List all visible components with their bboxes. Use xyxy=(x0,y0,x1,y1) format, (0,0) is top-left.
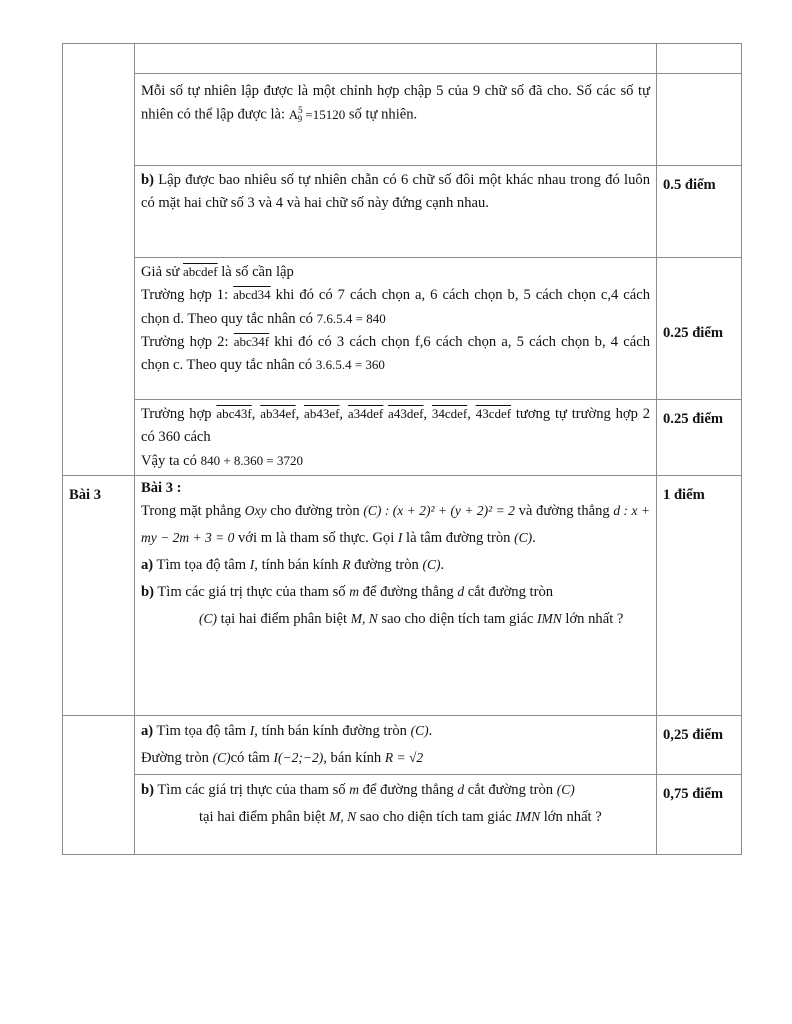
bai-label-cell-empty xyxy=(63,44,135,476)
text: Tìm các giá trị thực của tham số xyxy=(153,782,350,798)
solution-sheet xyxy=(62,43,741,855)
number-overline: a43def xyxy=(388,406,424,421)
text: Tìm tọa độ tâm xyxy=(153,723,250,740)
question-a xyxy=(141,552,650,579)
text: Vậy ta có xyxy=(141,452,201,469)
bai-label-cell: Bài 3 xyxy=(63,476,135,716)
text: để đường thẳng xyxy=(359,782,458,798)
text: Đường tròn xyxy=(141,750,213,767)
label-a: a) xyxy=(141,723,154,740)
score-cell: 0.5 điểm xyxy=(657,166,742,258)
text: , tính bán kính xyxy=(254,557,343,574)
text: cho đường tròn xyxy=(266,503,364,520)
text: và đường thẳng xyxy=(514,503,614,520)
question-b-cont xyxy=(141,606,650,633)
text: , tính bán kính đường tròn xyxy=(254,723,411,740)
formula: 3.6.5.4 = 360 xyxy=(315,357,385,373)
score-cell: 0,25 điểm xyxy=(657,716,742,775)
text: lớn nhất ? xyxy=(561,611,624,628)
number-overline: abc43f xyxy=(216,406,252,421)
math: m xyxy=(349,782,360,797)
math: (C) xyxy=(556,782,575,797)
text: . xyxy=(440,557,445,574)
math: (C) xyxy=(422,557,441,573)
text: Trường hợp 2: xyxy=(141,334,234,351)
text: Mỗi số tự nhiên lập được là một chỉnh hợp chập 5 của 9 chữ số đã cho. Số các số tự nhiên có thể lập được là: xyxy=(141,83,650,123)
formula-sub: 9 xyxy=(297,114,303,125)
problem-title: Bài 3 : xyxy=(141,480,182,497)
text: tương tự trường hợp 2 có 360 cách xyxy=(141,406,651,446)
table-row xyxy=(63,74,742,166)
table-row xyxy=(63,166,742,258)
text: là số cần lập xyxy=(217,264,294,280)
label-b: b) xyxy=(141,584,154,601)
text: là tâm đường tròn xyxy=(402,530,515,547)
text: Tìm các giá trị thực của tham số xyxy=(153,584,350,601)
number-overline: ab34ef xyxy=(260,406,296,421)
content-cell xyxy=(135,166,657,258)
formula-rest: =15120 xyxy=(302,106,346,122)
text: khi đó có 3 cách chọn f,6 cách chọn a, 5 cách chọn b, 4 cách chọn c. Theo quy tắc nhân có xyxy=(141,334,650,374)
text: . xyxy=(428,723,433,740)
line-equation: d : x + my − 2m + 3 = 0 xyxy=(141,503,651,546)
content-cell xyxy=(135,775,657,855)
text: Trường hợp 1: xyxy=(141,287,234,304)
content-cell xyxy=(135,716,657,775)
answer-a-heading xyxy=(141,718,650,745)
table-row xyxy=(63,716,742,775)
line xyxy=(141,261,650,284)
content-cell xyxy=(135,400,657,476)
math: (C) xyxy=(199,611,217,627)
score-cell xyxy=(657,44,742,74)
text: , bán kính xyxy=(323,750,385,767)
problem-statement xyxy=(141,498,650,552)
formula-sup: 5 xyxy=(298,105,303,116)
number-overline: 34cdef xyxy=(431,406,468,421)
score-cell: 0.25 điểm xyxy=(657,258,742,400)
content-cell xyxy=(135,74,657,166)
number-overline: abcd34 xyxy=(233,287,271,303)
text: . xyxy=(532,530,536,547)
number-overline: 43cdef xyxy=(475,406,512,421)
line xyxy=(141,450,650,473)
question-b xyxy=(141,777,650,804)
line xyxy=(141,284,650,331)
table-row xyxy=(63,44,742,74)
number-overline: abcdef xyxy=(182,264,218,279)
table-row xyxy=(63,775,742,855)
text: Tìm tọa độ tâm xyxy=(153,557,250,574)
solution-table xyxy=(62,43,742,855)
math: Oxy xyxy=(244,503,267,519)
text: để đường thẳng xyxy=(359,584,458,601)
center-coordinates: I(−2;−2) xyxy=(273,750,324,766)
math: M, N xyxy=(329,808,357,824)
text: số tự nhiên. xyxy=(345,106,418,123)
math: (C) xyxy=(410,723,429,739)
number-overline: ab43ef xyxy=(304,406,340,421)
content-cell xyxy=(135,476,657,716)
table-row xyxy=(63,476,742,716)
math: (C) xyxy=(212,750,231,766)
table-row xyxy=(63,400,742,476)
score-cell: 1 điểm xyxy=(657,476,742,716)
label-b: b) xyxy=(141,172,154,188)
question-b-cont xyxy=(141,804,650,831)
text: sao cho diện tích tam giác xyxy=(356,808,516,825)
line xyxy=(141,331,650,378)
answer-a xyxy=(141,745,650,772)
content-cell xyxy=(135,258,657,400)
score-cell xyxy=(657,74,742,166)
text: cắt đường tròn xyxy=(464,782,557,798)
math: d xyxy=(457,782,465,797)
text: sao cho diện tích tam giác xyxy=(377,611,538,628)
formula: 7.6.5.4 = 840 xyxy=(316,310,386,326)
label-b: b) xyxy=(141,782,154,798)
number-overline: abc34f xyxy=(233,334,270,350)
text: Trong mặt phẳng xyxy=(141,503,245,520)
question-text: Lập được bao nhiêu số tự nhiên chẵn có 6 chữ số đôi một khác nhau trong đó luôn có mặt hai chữ số 3 và 4 và hai chữ số này đứng cạnh nhau. xyxy=(141,172,650,212)
text: tại hai điểm phân biệt xyxy=(199,808,330,825)
math: (C) xyxy=(514,530,533,546)
bai-label-cell-empty xyxy=(63,716,135,855)
question-b xyxy=(141,169,650,216)
math: I xyxy=(249,723,255,739)
text: với m là tham số thực. Gọi xyxy=(234,530,398,547)
math: IMN xyxy=(515,808,541,824)
formula-A xyxy=(288,105,346,125)
text: đường tròn xyxy=(350,557,423,574)
text: có tâm xyxy=(230,750,274,767)
content-cell xyxy=(135,44,657,74)
math: M, N xyxy=(350,611,378,627)
math: m xyxy=(349,584,360,600)
text: Giả sử xyxy=(141,264,183,280)
text: lớn nhất ? xyxy=(540,808,602,825)
text: Trường hợp xyxy=(141,406,217,422)
formula: 840 + 8.360 = 3720 xyxy=(200,452,303,468)
math: R xyxy=(342,557,351,573)
text: khi đó có 7 cách chọn a, 6 cách chọn b, 5 cách chọn c,4 cách chọn d. Theo quy tắc nhân có xyxy=(141,287,651,327)
score-cell: 0.25 điểm xyxy=(657,400,742,476)
text: cắt đường tròn xyxy=(464,584,554,601)
math: d xyxy=(457,584,465,600)
formula-letter: A xyxy=(288,106,299,122)
question-b xyxy=(141,579,650,606)
number-overline: a34def xyxy=(347,406,384,421)
score-cell: 0,75 điểm xyxy=(657,775,742,855)
math: I xyxy=(249,557,255,573)
text: tại hai điểm phân biệt xyxy=(217,611,351,628)
math: I xyxy=(397,530,403,546)
label-a: a) xyxy=(141,557,154,574)
math: IMN xyxy=(537,611,562,627)
circle-equation: (C) : (x + 2)² + (y + 2)² = 2 xyxy=(363,503,515,519)
radius: R = √2 xyxy=(384,750,424,766)
line: Trường hợp abc43f, ab34ef, ab43ef, a34def a43def, 34cdef, 43cdef tương tự trường hợp 2 có 360 cách xyxy=(141,406,651,446)
table-row xyxy=(63,258,742,400)
